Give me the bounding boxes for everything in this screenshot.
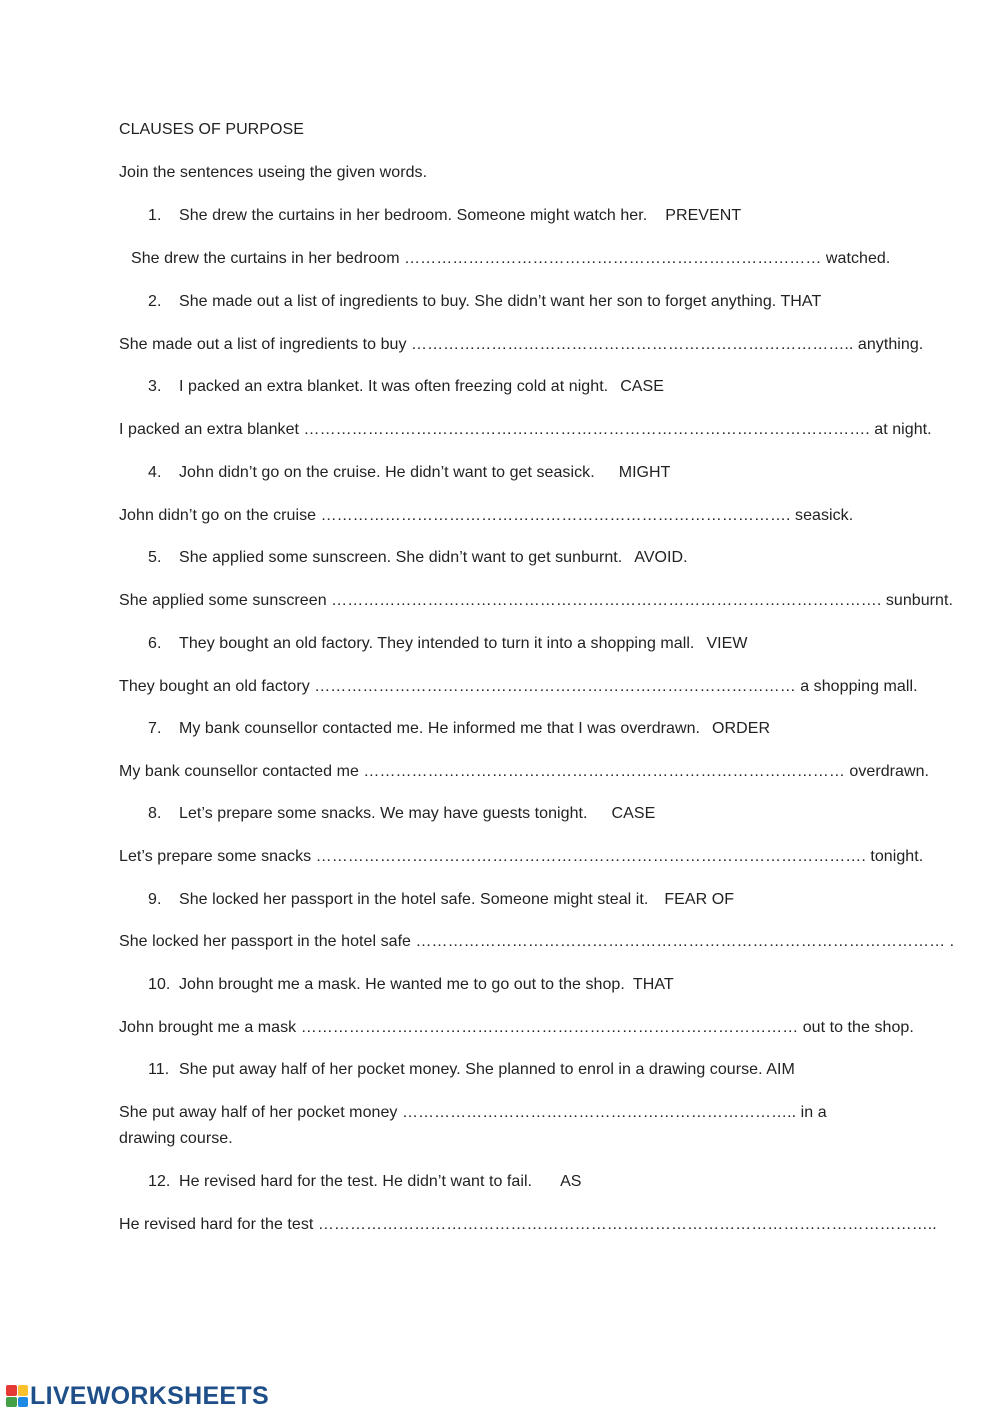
question-prompt: She drew the curtains in her bedroom. Someone might watch her. (179, 207, 648, 224)
instructions: Join the sentences useing the given words. (119, 164, 428, 181)
answer-line-1[interactable]: She drew the curtains in her bedroom …………………………………………………………………… watched. (131, 250, 891, 267)
question-7 (148, 719, 770, 739)
question-8 (148, 804, 655, 824)
question-prompt: She applied some sunscreen. She didn’t want to get sunburnt. (179, 549, 623, 566)
question-number: 12. (148, 1173, 171, 1190)
question-keyword: AVOID. (634, 549, 688, 566)
question-prompt: They bought an old factory. They intended to turn it into a shopping mall. (179, 635, 695, 652)
question-number: 9. (148, 891, 162, 908)
question-keyword: FEAR OF (664, 891, 735, 908)
question-keyword: CASE (620, 378, 664, 395)
question-prompt: He revised hard for the test. He didn’t want to fail. (179, 1173, 533, 1190)
question-keyword: VIEW (706, 635, 748, 652)
question-keyword: PREVENT (665, 207, 742, 224)
question-prompt: She locked her passport in the hotel safe. Someone might steal it. (179, 891, 649, 908)
answer-line-3[interactable]: I packed an extra blanket ……………………………………………………………………………………………. at night. (119, 421, 932, 438)
answer-line-9[interactable]: She locked her passport in the hotel safe ……………………………………………………………………………………… . (119, 933, 955, 950)
question-3 (148, 377, 664, 397)
question-11 (148, 1060, 795, 1080)
question-number: 1. (148, 207, 162, 224)
question-number: 11. (148, 1061, 170, 1078)
question-prompt: Let’s prepare some snacks. We may have guests tonight. (179, 805, 588, 822)
question-2 (148, 292, 821, 312)
answer-line-8[interactable]: Let’s prepare some snacks …………………………………………………………………………………………. tonight. (119, 848, 924, 865)
question-10 (148, 975, 674, 995)
question-number: 4. (148, 464, 162, 481)
question-6 (148, 634, 748, 654)
question-prompt: John brought me a mask. He wanted me to go out to the shop. (179, 976, 625, 993)
answer-line-2[interactable]: She made out a list of ingredients to buy ……………………………………………………………………….. anything. (119, 336, 924, 353)
question-number: 5. (148, 549, 162, 566)
question-9 (148, 890, 734, 910)
question-4 (148, 463, 670, 483)
answer-line-10[interactable]: John brought me a mask ………………………………………………………………………………… out to the shop. (119, 1019, 914, 1036)
question-keyword: MIGHT (618, 464, 671, 481)
question-keyword: CASE (611, 805, 656, 822)
liveworksheets-logo-icon (6, 1385, 28, 1407)
answer-line-7[interactable]: My bank counsellor contacted me ……………………………………………………………………………… overdrawn. (119, 763, 930, 780)
logo-text: LIVEWORKSHEETS (30, 1381, 269, 1410)
question-number: 10. (148, 976, 171, 993)
question-number: 7. (148, 720, 162, 737)
question-number: 3. (148, 378, 162, 395)
answer-line-4[interactable]: John didn’t go on the cruise ……………………………………………………………………………. seasick. (119, 507, 854, 524)
answer-line-5[interactable]: She applied some sunscreen …………………………………………………………………………………………. sunburnt. (119, 592, 953, 609)
question-prompt: She put away half of her pocket money. She planned to enrol in a drawing course. (179, 1061, 763, 1078)
question-number: 6. (148, 635, 162, 652)
question-prompt: She made out a list of ingredients to buy. She didn’t want her son to forget anything. (179, 293, 777, 310)
question-keyword: THAT (780, 293, 822, 310)
question-prompt: John didn’t go on the cruise. He didn’t want to get seasick. (179, 464, 595, 481)
question-5 (148, 548, 688, 568)
answer-line-11[interactable]: She put away half of her pocket money ……………………………………………………………….. in a drawing course. (119, 1104, 827, 1147)
question-12 (148, 1172, 582, 1192)
question-keyword: AIM (766, 1061, 795, 1078)
question-number: 2. (148, 293, 162, 310)
liveworksheets-logo[interactable] (6, 1382, 269, 1410)
question-prompt: I packed an extra blanket. It was often freezing cold at night. (179, 378, 609, 395)
question-number: 8. (148, 805, 162, 822)
answer-line-6[interactable]: They bought an old factory ……………………………………………………………………………… a shopping mall. (119, 678, 918, 695)
answer-line-12[interactable]: He revised hard for the test …………………………………………………………………………………………………….. (119, 1216, 937, 1233)
question-prompt: My bank counsellor contacted me. He informed me that I was overdrawn. (179, 720, 701, 737)
worksheet-title: CLAUSES OF PURPOSE (119, 121, 304, 138)
question-1 (148, 206, 741, 226)
question-keyword: AS (560, 1173, 582, 1190)
question-keyword: THAT (632, 976, 674, 993)
question-keyword: ORDER (712, 720, 771, 737)
